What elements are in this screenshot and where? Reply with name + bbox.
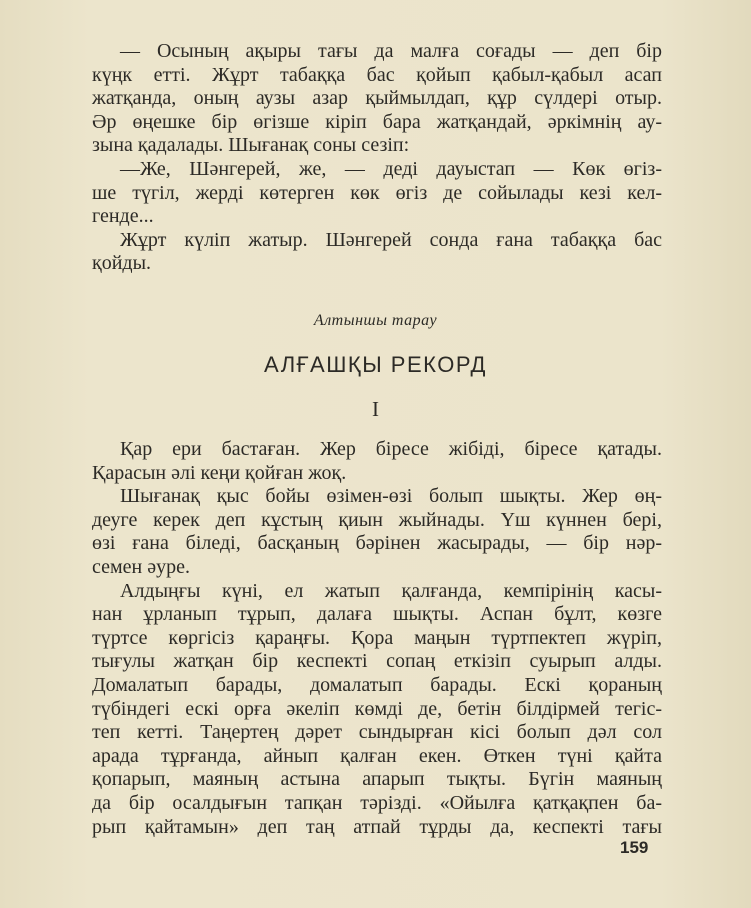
text-line: қойды.: [92, 252, 152, 275]
text-line: арада тұрғанда, айнып қалған екен. Өткен түні қайта: [92, 744, 662, 767]
text-line: қопарып, маяның астына апарып тықты. Бүгін маяның: [92, 768, 662, 791]
text-block-top: [92, 40, 662, 276]
text-line: —Же, Шәнгерей, же, — деді дауыстап — Көк өгіз-: [120, 157, 662, 180]
chapter-label: Алтыншы тарау: [313, 312, 438, 329]
text-line: өзі ғана біледі, басқаның бәрінен жасырады, — бір нәр-: [92, 532, 662, 555]
text-line: — Осының ақыры тағы да малға соғады — деп бір: [120, 40, 662, 62]
text-line: теп кетті. Таңертең дәрет сындырған кісі болып дәл сол: [92, 721, 662, 744]
text-line: жатқанда, оның аузы азар қыймылдап, құр сүлдері отыр.: [92, 87, 662, 110]
text-line: Жұрт күліп жатыр. Шәнгерей сонда ғана табаққа бас: [120, 228, 662, 251]
text-line: Қарасын әлі кеңи қойған жоқ.: [92, 461, 347, 484]
text-line: ше түгіл, жерді көтерген көк өгіз де сойылады кезі кел-: [92, 181, 662, 204]
text-line: семен әуре.: [92, 555, 190, 578]
text-line: генде...: [92, 205, 154, 228]
text-line: Қар ери бастаған. Жер біресе жібіді, біресе қатады.: [120, 438, 662, 460]
text-line: деуге керек деп кұстың қиын жыйнады. Үш күннен бері,: [92, 508, 662, 531]
text-line: зына қадалады. Шығанақ соны сезіп:: [92, 134, 410, 157]
text-line: Шығанақ қыс бойы өзімен-өзі болып шықты. Жер өң-: [120, 485, 662, 508]
text-line: Әр өңешке бір өгізше кіріп бара жатқандай, әркімнің ау-: [92, 110, 662, 133]
page-number: 159: [620, 838, 649, 857]
text-line: тығулы жатқан бір кеспекті сопаң еткізіп суырып алды.: [92, 650, 662, 673]
text-line: Алдыңғы күні, ел жатып қалғанда, кемпірінің касы-: [120, 579, 662, 602]
text-line: түртсе көргісіз қараңғы. Қора маңын түртпектеп жүріп,: [92, 626, 662, 649]
text-line: да бір осалдығын тапқан тәрізді. «Ойылға қатқақпен ба-: [92, 791, 662, 814]
text-line: нан ұрланып тұрып, далаға шықты. Аспан бұлт, көзге: [92, 603, 662, 626]
section-number: I: [372, 397, 379, 421]
text-line: түбіндегі ескі орға әкеліп көмді де, бетін білдірмей тегіс-: [92, 697, 662, 720]
text-line: рып қайтамын» деп таң атпай тұрды да, кеспекті тағы: [92, 815, 662, 838]
text-line: Домалатып барады, домалатып барады. Ескі қораның: [92, 673, 662, 696]
chapter-title: АЛҒАШҚЫ РЕКОРД: [264, 352, 487, 377]
text-block-bottom: [92, 438, 662, 839]
text-line: күңк етті. Жұрт табаққа бас қойып қабыл-қабыл асап: [92, 63, 662, 86]
